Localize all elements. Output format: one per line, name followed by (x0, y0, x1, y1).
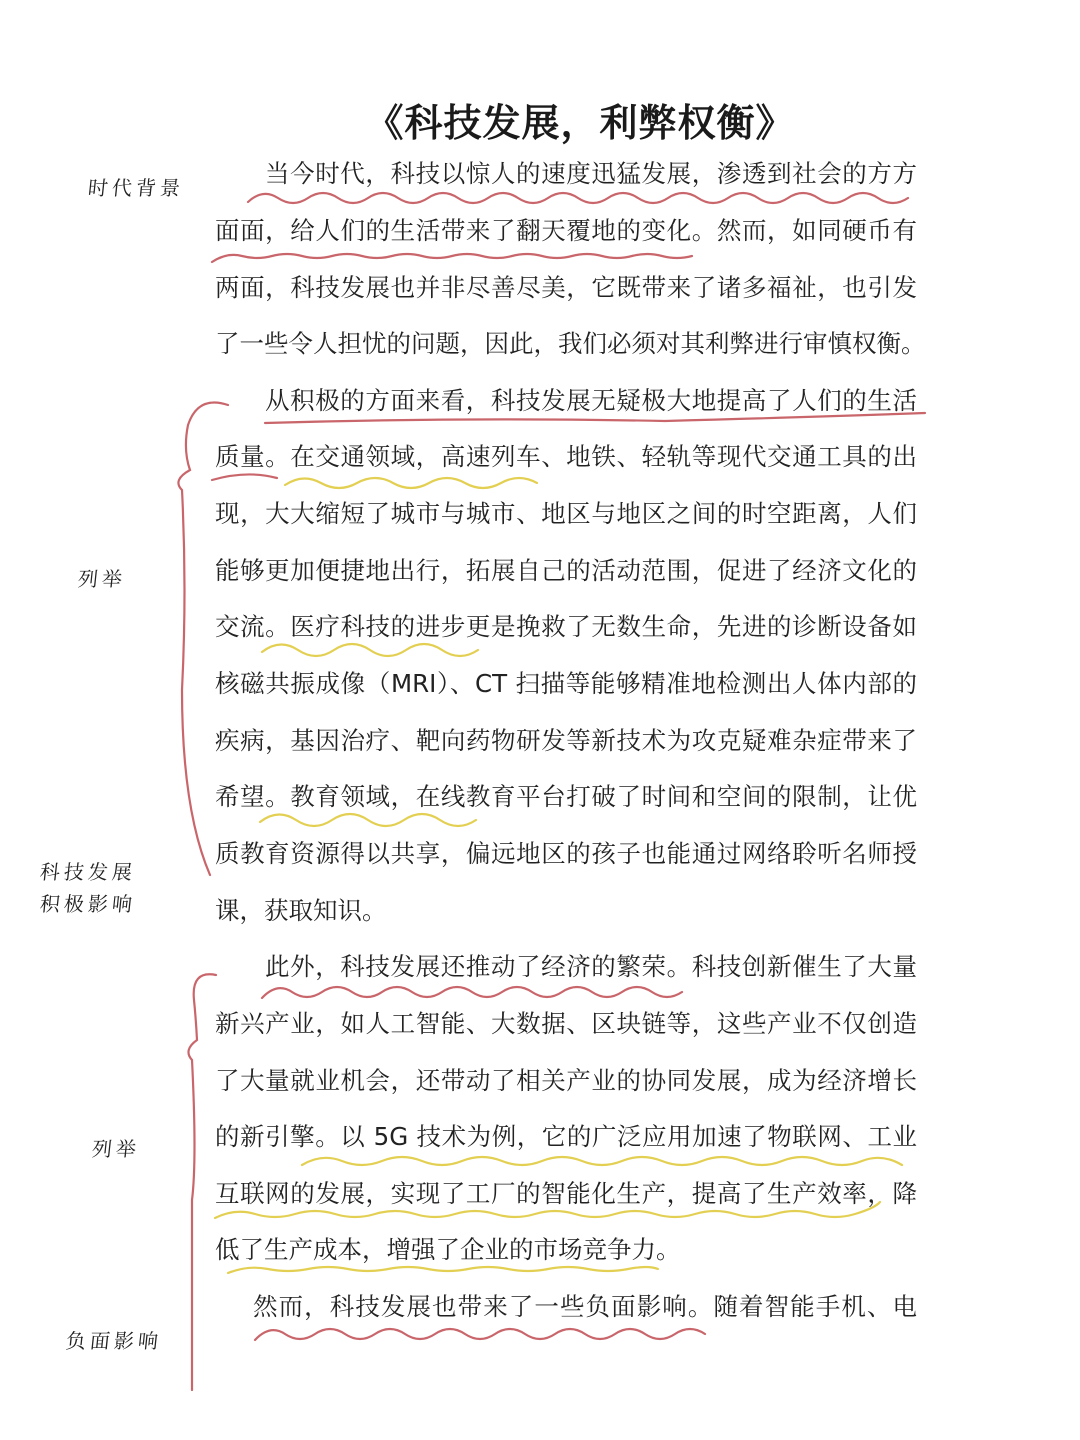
text-line: 希望。教育领域，在线教育平台打破了时间和空间的限制，让优 (215, 782, 917, 811)
red-wavy-underline (248, 193, 908, 203)
text-line: 从积极的方面来看，科技发展无疑极大地提高了人们的生活 (265, 386, 917, 415)
margin-note-list: 列举 (90, 1137, 142, 1161)
yellow-wavy-underline (228, 1267, 658, 1273)
yellow-wavy-underline (262, 644, 478, 656)
text-line: 现，大大缩短了城市与城市、地区与地区之间的时空距离，人们 (215, 499, 917, 528)
text-line: 面面，给人们的生活带来了翻天覆地的变化。然而，如同硬币有 (215, 216, 917, 245)
text-line: 当今时代，科技以惊人的速度迅猛发展，渗透到社会的方方 (265, 159, 917, 188)
text-line: 课，获取知识。 (215, 896, 387, 925)
margin-note-list: 列举 (76, 567, 128, 591)
red-underline (212, 474, 277, 480)
red-wavy-underline (262, 987, 682, 998)
text-line: 能够更加便捷地出行，拓展自己的活动范围，促进了经济文化的 (215, 556, 917, 585)
yellow-wavy-underline (302, 1157, 902, 1165)
red-wavy-underline (212, 254, 692, 262)
text-line: 的新引擎。以 5G 技术为例，它的广泛应用加速了物联网、工业 (215, 1122, 917, 1151)
text-line: 交流。医疗科技的进步更是挽救了无数生命，先进的诊断设备如 (215, 612, 917, 641)
text-line: 此外，科技发展还推动了经济的繁荣。科技创新催生了大量 (265, 952, 917, 981)
text-line: 两面，科技发展也并非尽善尽美，它既带来了诸多福祉，也引发 (215, 273, 917, 302)
text-line: 互联网的发展，实现了工厂的智能化生产，提高了生产效率，降 (215, 1179, 917, 1208)
text-line: 了一些令人担忧的问题，因此，我们必须对其利弊进行审慎权衡。 (215, 329, 926, 358)
margin-note-positive-1: 科技发展 (38, 860, 138, 884)
text-line: 质教育资源得以共享，偏远地区的孩子也能通过网络聆听名师授 (215, 839, 917, 868)
red-wavy-underline (255, 1329, 705, 1340)
margin-note-positive-2: 积极影响 (38, 892, 138, 916)
yellow-wavy-underline (285, 478, 537, 488)
red-brace (188, 974, 216, 1390)
text-line: 疾病，基因治疗、靶向药物研发等新技术为攻克疑难杂症带来了 (215, 726, 917, 755)
text-line: 低了生产成本，增强了企业的市场竞争力。 (215, 1235, 681, 1264)
page-title: 《科技发展，利弊权衡》 (365, 101, 795, 145)
margin-note-background: 时代背景 (86, 176, 186, 200)
text-line: 了大量就业机会，还带动了相关产业的协同发展，成为经济增长 (215, 1066, 917, 1095)
text-line: 质量。在交通领域，高速列车、地铁、轻轨等现代交通工具的出 (215, 442, 917, 471)
text-line: 核磁共振成像（MRI）、CT 扫描等能够精准地检测出人体内部的 (215, 669, 917, 698)
yellow-wavy-underline (260, 814, 476, 826)
text-line: 然而，科技发展也带来了一些负面影响。随着智能手机、电 (253, 1292, 917, 1321)
margin-note-negative: 负面影响 (64, 1329, 164, 1353)
text-line: 新兴产业，如人工智能、大数据、区块链等，这些产业不仅创造 (215, 1009, 917, 1038)
